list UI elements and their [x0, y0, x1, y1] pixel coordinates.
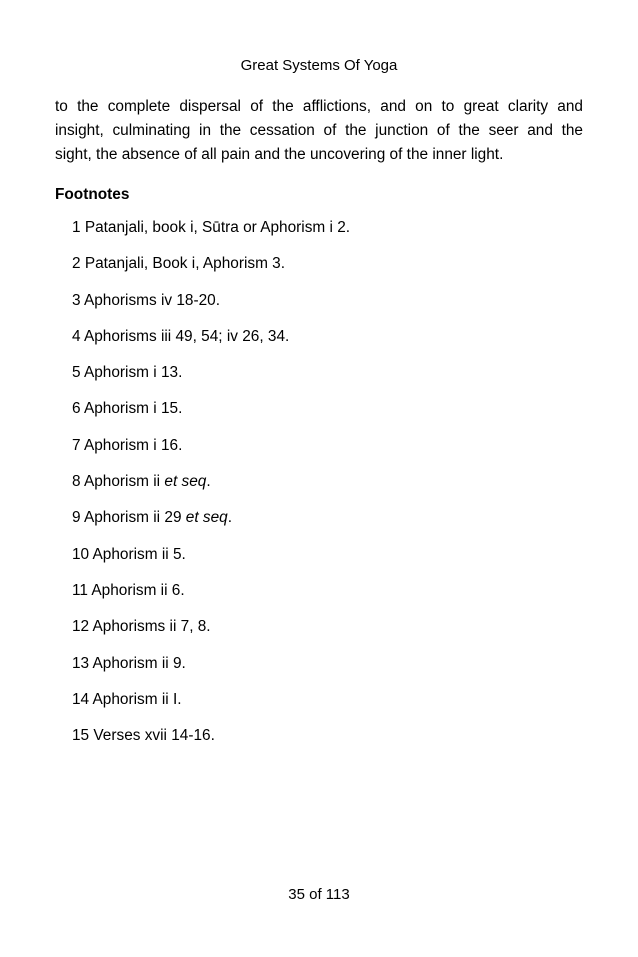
footnote-text: 2 Patanjali, Book i, Aphorism 3.: [72, 255, 286, 273]
footnote-item: [72, 725, 350, 761]
footnote-item: [72, 398, 350, 434]
footnote-text: 10 Aphorism ii 5.: [72, 545, 186, 563]
footnote-item: [72, 653, 350, 689]
footnote-item: [72, 580, 350, 616]
footnote-trailing-text: .: [206, 473, 211, 491]
footnote-italic-text: et seq: [185, 509, 228, 527]
footnote-text: 15 Verses xvii 14-16.: [72, 727, 215, 745]
footnote-text: 9 Aphorism ii 29: [72, 509, 186, 527]
footnote-item: [72, 362, 350, 398]
footnote-item: [72, 616, 350, 652]
footnote-text: 4 Aphorisms iii 49, 54; iv 26, 34.: [72, 327, 290, 345]
footnote-item: [72, 290, 350, 326]
footnote-text: 7 Aphorism i 16.: [72, 436, 183, 454]
body-line: sight, the absence of all pain and the uncovering of the inner light.: [55, 146, 504, 163]
page-number: 35 of 113: [288, 886, 350, 903]
footnote-item: [72, 471, 350, 507]
body-line: to the complete dispersal of the afflictions, and on to great clarity and: [55, 98, 583, 115]
footnote-item: [72, 253, 350, 289]
footnote-item: [72, 326, 350, 362]
footnote-text: 11 Aphorism ii 6.: [72, 581, 185, 599]
footnote-text: 3 Aphorisms iv 18-20.: [72, 291, 220, 309]
footnote-trailing-text: .: [227, 509, 232, 527]
footnote-item: [72, 544, 350, 580]
footnote-italic-text: et seq: [164, 473, 207, 491]
footnote-item: [72, 435, 350, 471]
footnote-item: [72, 217, 350, 253]
footnote-text: 12 Aphorisms ii 7, 8.: [72, 618, 211, 636]
footnote-text: 14 Aphorism ii I.: [72, 690, 182, 708]
footnote-text: 13 Aphorism ii 9.: [72, 654, 186, 672]
footnote-text: 1 Patanjali, book i, Sūtra or Aphorism i 2.: [72, 219, 351, 236]
footnotes-heading: Footnotes: [55, 186, 130, 203]
footnotes-list: [72, 217, 350, 761]
body-paragraph: [55, 95, 583, 167]
footnote-text: 5 Aphorism i 13.: [72, 364, 183, 382]
footnote-text: 8 Aphorism ii: [72, 473, 165, 491]
body-line: insight, culminating in the cessation of the junction of the seer and the: [55, 122, 583, 139]
running-header: Great Systems Of Yoga: [240, 57, 398, 74]
footnote-text: 6 Aphorism i 15.: [72, 400, 183, 418]
footnote-item: [72, 689, 350, 725]
footnote-item: [72, 507, 350, 543]
